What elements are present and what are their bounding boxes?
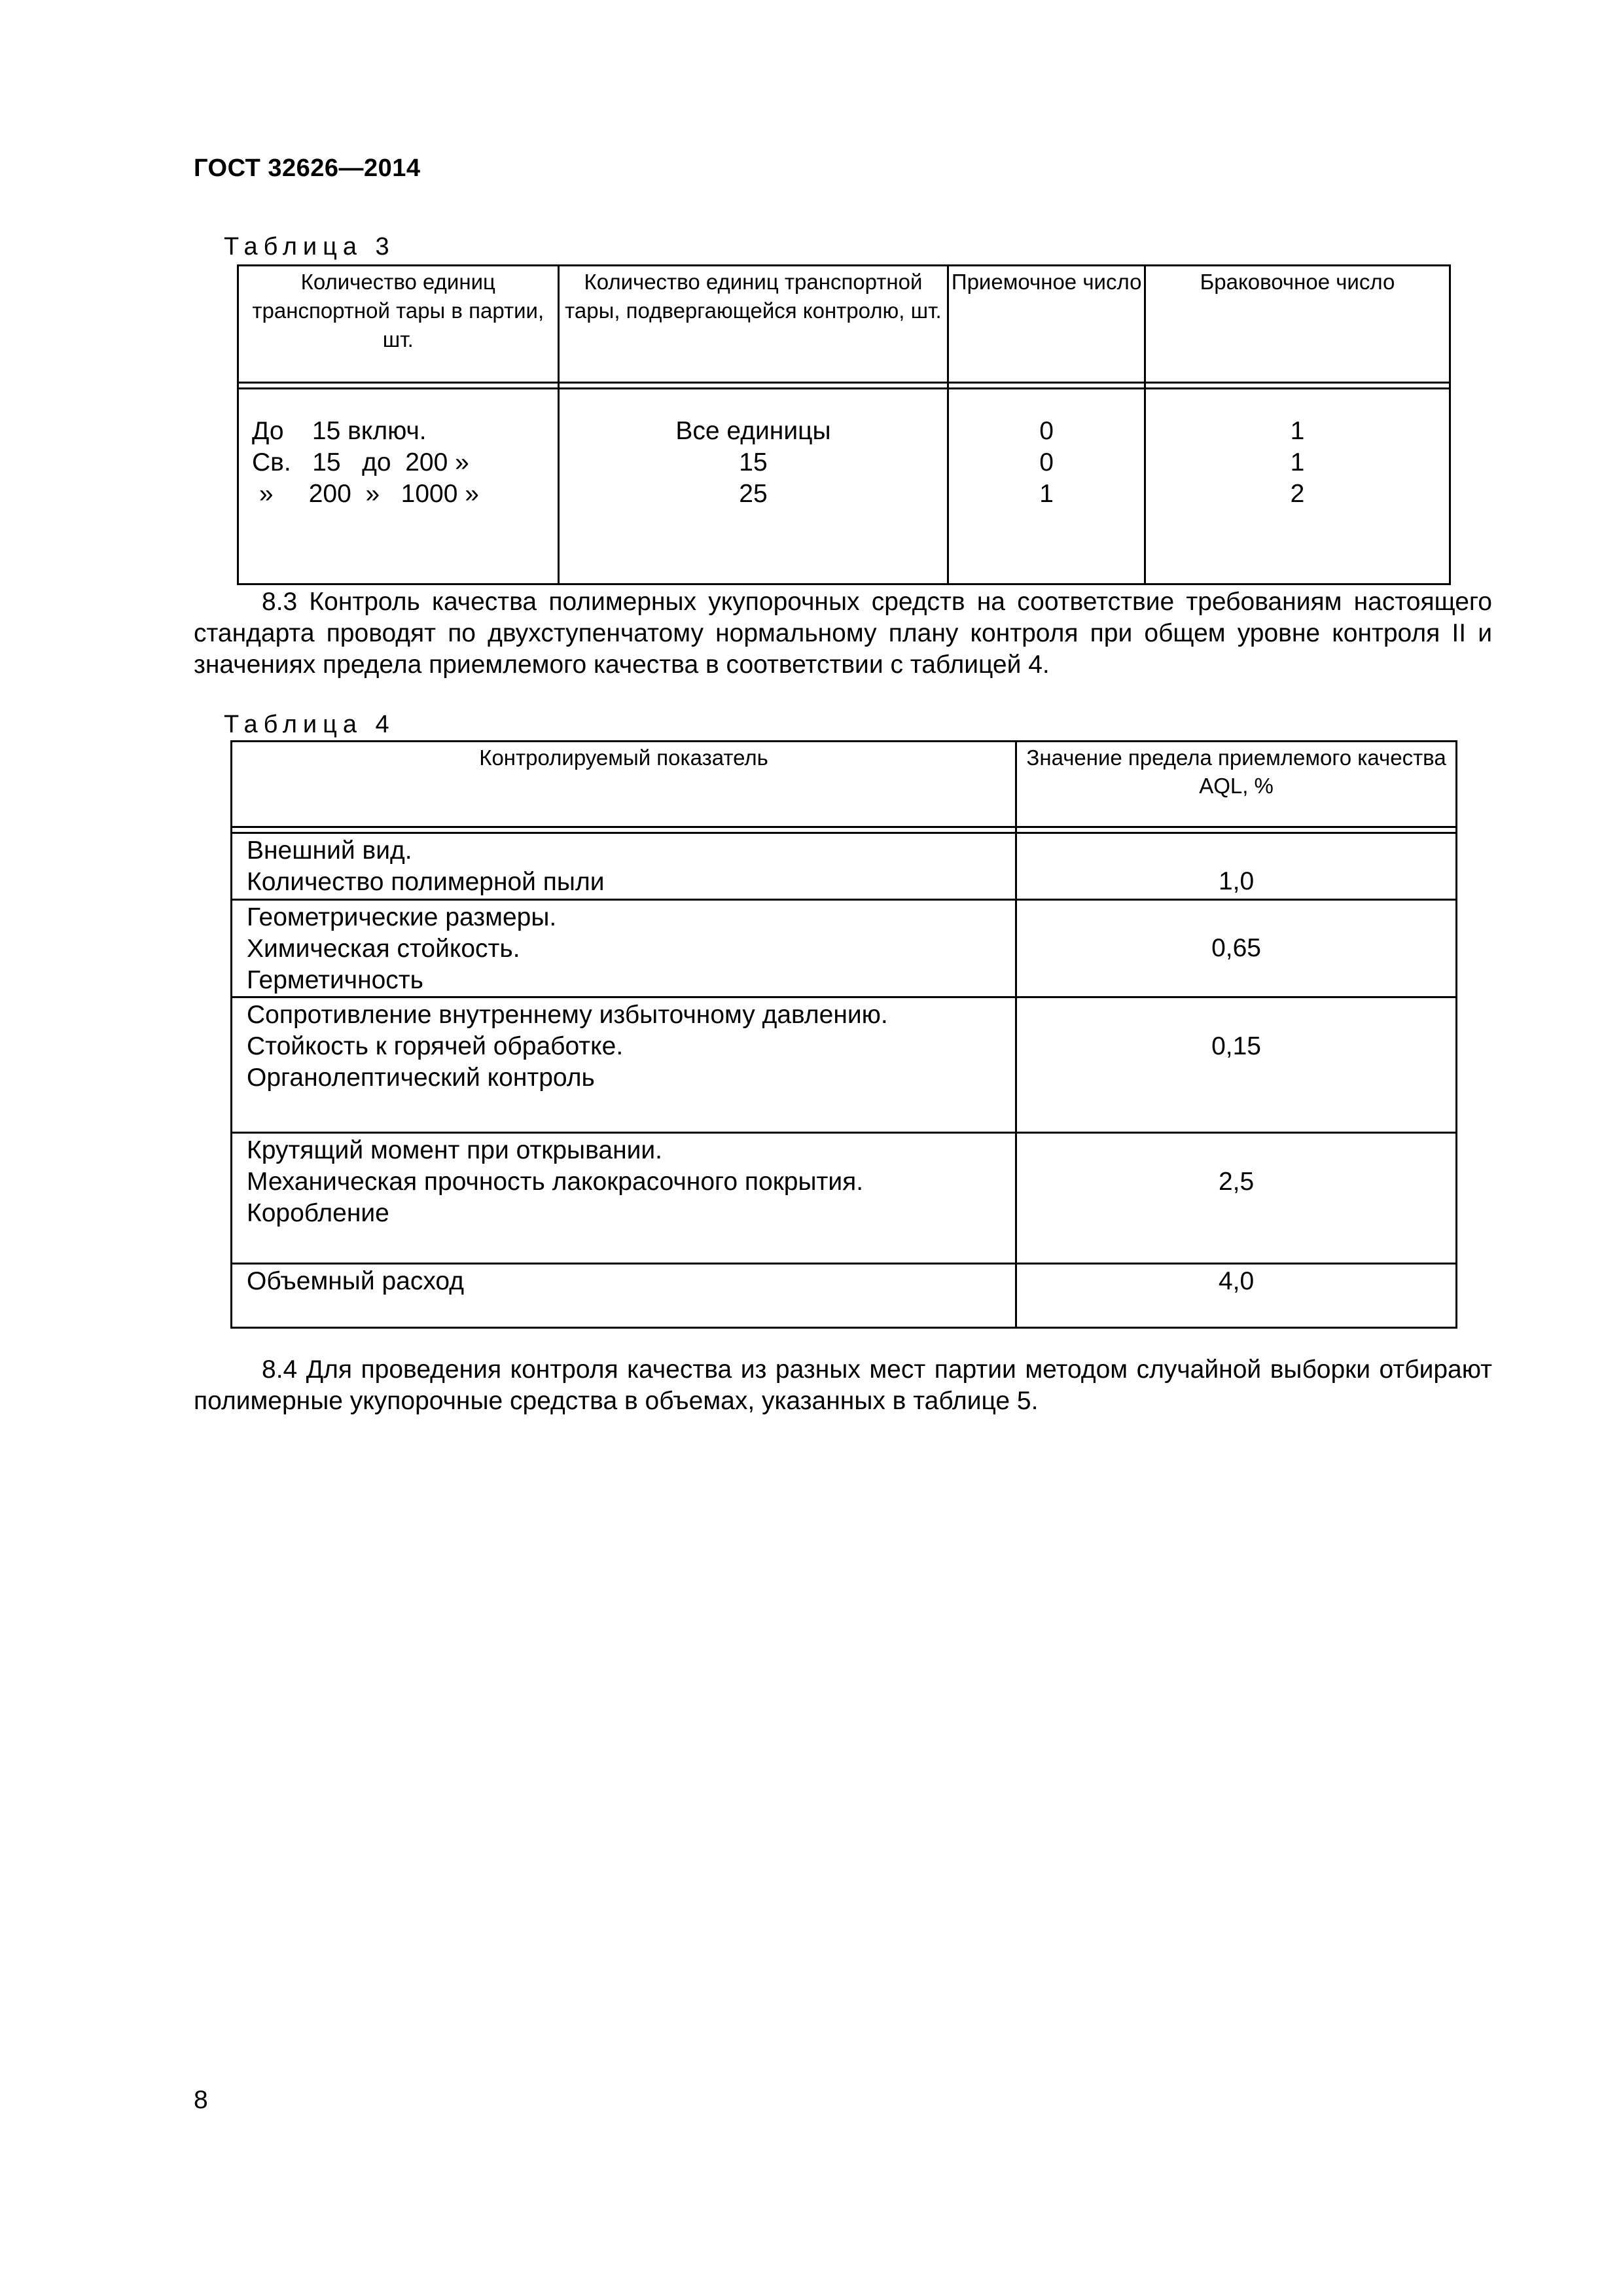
table3-caption: Таблица 3 [224, 233, 395, 260]
table3-header-lot-size: Количество единиц транспортной тары в партии, шт. [238, 266, 559, 383]
table-row [232, 1264, 1457, 1328]
table4-indicator-line: Герметичность [247, 966, 423, 994]
table3-header-acceptance-number: Приемочное число [948, 266, 1145, 383]
table4-aql-value: 0,15 [1016, 997, 1457, 1133]
table4-indicator-line: Объемный расход [247, 1267, 464, 1295]
table4-aql-value: 4,0 [1016, 1264, 1457, 1328]
table4-indicator-line: Внешний вид. [247, 836, 412, 865]
table4-indicator-line: Стойкость к горячей обработке. [247, 1032, 624, 1060]
table4-indicator-cell [232, 833, 1016, 900]
paragraph-8-4 [194, 1354, 1492, 1417]
table3-lot-size-cell [238, 389, 559, 584]
table3-lot-size-line: До 15 включ. [252, 417, 427, 445]
table4-header-indicator: Контролируемый показатель [232, 742, 1016, 827]
table4-indicator-line: Органолептический контроль [247, 1064, 595, 1092]
table4-indicator-cell [232, 997, 1016, 1133]
table3-acceptance-line: 1 [1039, 480, 1054, 508]
table-row [232, 1133, 1457, 1264]
table-row [232, 900, 1457, 997]
table3-rejection-line: 1 [1290, 448, 1305, 476]
table3-double-rule [238, 383, 1450, 389]
table4-aql-value: 1,0 [1016, 833, 1457, 900]
table4-header-row [232, 742, 1457, 827]
table3-rejection-cell [1145, 389, 1450, 584]
table4-indicator-cell [232, 1133, 1016, 1264]
table3-sample-size-cell [558, 389, 948, 584]
table3-rejection-line: 1 [1290, 417, 1305, 445]
table3-header-rejection-number: Браковочное число [1145, 266, 1450, 383]
table3-rejection-line: 2 [1290, 480, 1305, 508]
table4-caption: Таблица 4 [224, 711, 395, 738]
table-row [238, 389, 1450, 584]
table4-aql-value: 0,65 [1016, 900, 1457, 997]
table4-indicator-line: Геометрические размеры. [247, 903, 557, 931]
paragraph-8-3 [194, 586, 1492, 681]
table4-indicator-cell [232, 1264, 1016, 1328]
table3-sample-size-line: 25 [739, 480, 768, 508]
table4-indicator-line: Сопротивление внутреннему избыточному давлению. [247, 1001, 888, 1029]
table4-indicator-line: Химическая стойкость. [247, 935, 520, 963]
table-row [232, 833, 1457, 900]
table3 [237, 264, 1451, 585]
paragraph-8-4-text: 8.4 Для проведения контроля качества из разных мест партии методом случайной выборки отбирают полимерные укупорочные средства в объемах, указанных в таблице 5. [194, 1355, 1492, 1415]
table3-acceptance-cell [948, 389, 1145, 584]
table3-lot-size-line: » 200 » 1000 » [252, 480, 479, 508]
table4-indicator-cell [232, 900, 1016, 997]
table4-aql-value: 2,5 [1016, 1133, 1457, 1264]
table4-indicator-line: Количество полимерной пыли [247, 868, 605, 896]
table4-header-aql: Значение предела приемлемого качества AQL, % [1016, 742, 1457, 827]
table4-indicator-line: Крутящий момент при открывании. [247, 1136, 663, 1164]
table4-indicator-line: Механическая прочность лакокрасочного покрытия. [247, 1168, 864, 1196]
table-row [232, 997, 1457, 1133]
table3-header-sample-size: Количество единиц транспортной тары, подвергающейся контролю, шт. [558, 266, 948, 383]
paragraph-8-3-text: 8.3 Контроль качества полимерных укупорочных средств на соответствие требованиям настоящего стандарта проводят по двухступенчатому нормальному плану контроля при общем уровне контроля II и значениях предела приемлемого качества в соответствии с таблицей 4. [194, 588, 1492, 679]
table3-acceptance-line: 0 [1039, 417, 1054, 445]
table3-sample-size-line: Все единицы [675, 417, 831, 445]
table3-header-row [238, 266, 1450, 383]
table3-acceptance-line: 0 [1039, 448, 1054, 476]
table3-sample-size-line: 15 [739, 448, 768, 476]
table3-lot-size-line: Св. 15 до 200 » [252, 448, 469, 476]
table4-double-rule [232, 827, 1457, 833]
table4-indicator-line: Коробление [247, 1199, 389, 1227]
table4 [230, 740, 1457, 1329]
page-number: 8 [194, 2086, 208, 2114]
document-header: ГОСТ 32626—2014 [194, 154, 421, 182]
